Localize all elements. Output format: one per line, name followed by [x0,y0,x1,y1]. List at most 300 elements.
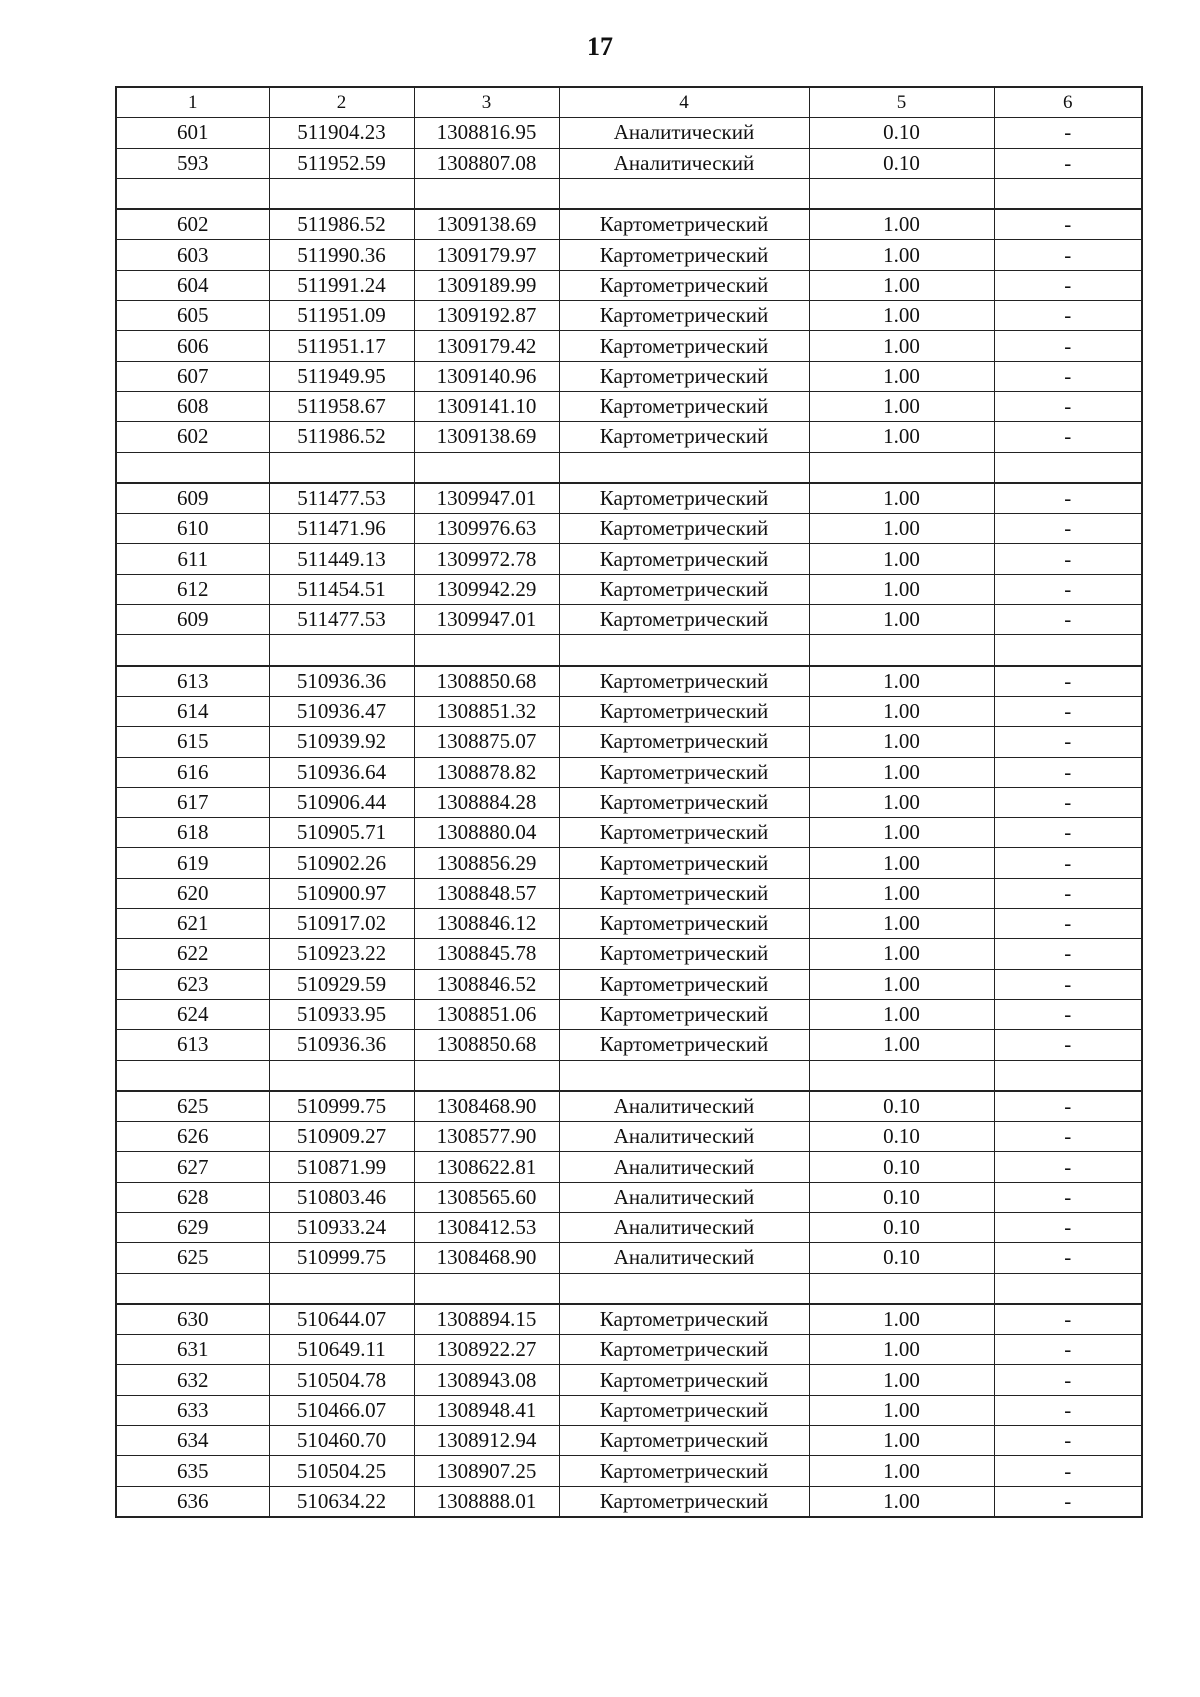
y-coordinate-cell: 1309141.10 [414,391,559,421]
point-number-cell: 634 [116,1426,269,1456]
note-cell: - [994,999,1142,1029]
accuracy-cell: 1.00 [809,1395,994,1425]
note-cell [994,452,1142,483]
method-cell: Картометрический [559,1304,809,1335]
note-cell: - [994,757,1142,787]
x-coordinate-cell: 511991.24 [269,270,414,300]
table-row [116,1182,1142,1212]
note-cell: - [994,1456,1142,1486]
y-coordinate-cell: 1308875.07 [414,727,559,757]
y-coordinate-cell: 1308851.06 [414,999,559,1029]
note-cell: - [994,574,1142,604]
accuracy-cell: 1.00 [809,848,994,878]
note-cell: - [994,1486,1142,1517]
point-number-cell: 626 [116,1122,269,1152]
x-coordinate-cell: 510923.22 [269,939,414,969]
method-cell: Картометрический [559,1335,809,1365]
note-cell: - [994,270,1142,300]
accuracy-cell [809,1060,994,1091]
note-cell: - [994,1152,1142,1182]
table-row [116,1395,1142,1425]
accuracy-cell: 1.00 [809,483,994,514]
table-row [116,1365,1142,1395]
x-coordinate-cell: 510936.36 [269,666,414,697]
point-number-cell [116,452,269,483]
table-row [116,666,1142,697]
y-coordinate-cell: 1309179.42 [414,331,559,361]
accuracy-cell [809,1273,994,1304]
point-number-cell: 627 [116,1152,269,1182]
point-number-cell: 614 [116,696,269,726]
note-cell: - [994,1212,1142,1242]
point-number-cell: 607 [116,361,269,391]
column-header: 5 [809,87,994,118]
note-cell: - [994,1243,1142,1273]
method-cell: Картометрический [559,483,809,514]
point-number-cell: 615 [116,727,269,757]
point-number-cell: 636 [116,1486,269,1517]
table-body [116,118,1142,1517]
note-cell [994,635,1142,666]
y-coordinate-cell: 1308850.68 [414,666,559,697]
y-coordinate-cell: 1308846.12 [414,909,559,939]
y-coordinate-cell: 1309138.69 [414,422,559,452]
point-number-cell: 622 [116,939,269,969]
note-cell: - [994,544,1142,574]
accuracy-cell: 1.00 [809,209,994,240]
accuracy-cell: 1.00 [809,514,994,544]
point-number-cell: 613 [116,1030,269,1060]
method-cell: Картометрический [559,878,809,908]
point-number-cell: 633 [116,1395,269,1425]
method-cell: Картометрический [559,909,809,939]
y-coordinate-cell: 1308856.29 [414,848,559,878]
point-number-cell: 628 [116,1182,269,1212]
point-number-cell: 624 [116,999,269,1029]
accuracy-cell: 0.10 [809,1152,994,1182]
accuracy-cell: 1.00 [809,757,994,787]
note-cell: - [994,209,1142,240]
x-coordinate-cell: 510504.78 [269,1365,414,1395]
point-number-cell: 617 [116,787,269,817]
method-cell: Картометрический [559,574,809,604]
y-coordinate-cell: 1309972.78 [414,544,559,574]
x-coordinate-cell: 511951.09 [269,301,414,331]
x-coordinate-cell: 511952.59 [269,148,414,178]
table-row [116,270,1142,300]
accuracy-cell: 1.00 [809,1456,994,1486]
x-coordinate-cell: 511454.51 [269,574,414,604]
accuracy-cell: 0.10 [809,1212,994,1242]
column-header: 2 [269,87,414,118]
column-header: 4 [559,87,809,118]
method-cell: Аналитический [559,1182,809,1212]
note-cell: - [994,1335,1142,1365]
y-coordinate-cell [414,452,559,483]
y-coordinate-cell: 1309140.96 [414,361,559,391]
accuracy-cell [809,452,994,483]
table-row [116,939,1142,969]
x-coordinate-cell: 511990.36 [269,240,414,270]
table-row [116,999,1142,1029]
accuracy-cell: 1.00 [809,787,994,817]
point-number-cell: 618 [116,818,269,848]
note-cell: - [994,1122,1142,1152]
x-coordinate-cell: 510902.26 [269,848,414,878]
y-coordinate-cell [414,1273,559,1304]
table-row [116,240,1142,270]
y-coordinate-cell: 1308878.82 [414,757,559,787]
table-row [116,787,1142,817]
note-cell: - [994,909,1142,939]
point-number-cell: 610 [116,514,269,544]
method-cell: Картометрический [559,361,809,391]
note-cell: - [994,514,1142,544]
method-cell: Картометрический [559,1365,809,1395]
method-cell: Картометрический [559,391,809,421]
table-row [116,1304,1142,1335]
method-cell: Картометрический [559,422,809,452]
y-coordinate-cell: 1309138.69 [414,209,559,240]
method-cell: Картометрический [559,939,809,969]
y-coordinate-cell: 1309192.87 [414,301,559,331]
accuracy-cell: 1.00 [809,422,994,452]
note-cell: - [994,969,1142,999]
y-coordinate-cell: 1308577.90 [414,1122,559,1152]
y-coordinate-cell: 1308884.28 [414,787,559,817]
method-cell: Картометрический [559,1426,809,1456]
table-row [116,1335,1142,1365]
y-coordinate-cell [414,635,559,666]
column-header: 1 [116,87,269,118]
x-coordinate-cell: 510905.71 [269,818,414,848]
table-row [116,1243,1142,1273]
accuracy-cell [809,635,994,666]
x-coordinate-cell [269,178,414,209]
accuracy-cell: 0.10 [809,1122,994,1152]
note-cell: - [994,666,1142,697]
accuracy-cell: 1.00 [809,1335,994,1365]
point-number-cell: 620 [116,878,269,908]
x-coordinate-cell: 511958.67 [269,391,414,421]
table-row [116,1091,1142,1122]
table-row [116,848,1142,878]
note-cell: - [994,1365,1142,1395]
note-cell: - [994,1030,1142,1060]
y-coordinate-cell: 1309942.29 [414,574,559,604]
point-number-cell: 632 [116,1365,269,1395]
y-coordinate-cell: 1308907.25 [414,1456,559,1486]
accuracy-cell: 1.00 [809,1030,994,1060]
table-row [116,1030,1142,1060]
x-coordinate-cell: 511449.13 [269,544,414,574]
point-number-cell: 613 [116,666,269,697]
y-coordinate-cell: 1308565.60 [414,1182,559,1212]
x-coordinate-cell: 510634.22 [269,1486,414,1517]
x-coordinate-cell: 510917.02 [269,909,414,939]
accuracy-cell: 1.00 [809,969,994,999]
table-row [116,361,1142,391]
y-coordinate-cell: 1309947.01 [414,605,559,635]
y-coordinate-cell: 1308468.90 [414,1091,559,1122]
y-coordinate-cell: 1309976.63 [414,514,559,544]
table-row [116,1456,1142,1486]
x-coordinate-cell: 510936.36 [269,1030,414,1060]
method-cell [559,452,809,483]
point-number-cell [116,178,269,209]
x-coordinate-cell: 511471.96 [269,514,414,544]
note-cell [994,1060,1142,1091]
point-number-cell: 612 [116,574,269,604]
method-cell: Картометрический [559,605,809,635]
x-coordinate-cell [269,1273,414,1304]
note-cell: - [994,118,1142,148]
note-cell: - [994,818,1142,848]
y-coordinate-cell [414,178,559,209]
y-coordinate-cell: 1308922.27 [414,1335,559,1365]
note-cell [994,1273,1142,1304]
method-cell: Картометрический [559,757,809,787]
accuracy-cell: 1.00 [809,818,994,848]
x-coordinate-cell: 511477.53 [269,605,414,635]
separator-row [116,452,1142,483]
accuracy-cell: 1.00 [809,1486,994,1517]
accuracy-cell: 0.10 [809,1091,994,1122]
point-number-cell: 608 [116,391,269,421]
method-cell [559,1273,809,1304]
method-cell: Картометрический [559,848,809,878]
point-number-cell: 611 [116,544,269,574]
accuracy-cell: 0.10 [809,1182,994,1212]
method-cell: Картометрический [559,969,809,999]
accuracy-cell: 1.00 [809,331,994,361]
method-cell [559,178,809,209]
x-coordinate-cell [269,635,414,666]
x-coordinate-cell: 510504.25 [269,1456,414,1486]
y-coordinate-cell: 1308816.95 [414,118,559,148]
table-row [116,909,1142,939]
table-row [116,1152,1142,1182]
method-cell: Аналитический [559,148,809,178]
table-row [116,148,1142,178]
table-row [116,331,1142,361]
note-cell: - [994,727,1142,757]
point-number-cell: 619 [116,848,269,878]
y-coordinate-cell: 1309189.99 [414,270,559,300]
note-cell: - [994,878,1142,908]
x-coordinate-cell: 510649.11 [269,1335,414,1365]
method-cell: Картометрический [559,514,809,544]
method-cell: Картометрический [559,270,809,300]
column-header: 6 [994,87,1142,118]
point-number-cell: 602 [116,422,269,452]
note-cell: - [994,605,1142,635]
table-row [116,483,1142,514]
y-coordinate-cell: 1308912.94 [414,1426,559,1456]
accuracy-cell: 1.00 [809,1365,994,1395]
table-row [116,605,1142,635]
accuracy-cell: 0.10 [809,118,994,148]
note-cell: - [994,1426,1142,1456]
note-cell: - [994,422,1142,452]
table-header-row [116,87,1142,118]
accuracy-cell: 1.00 [809,361,994,391]
point-number-cell: 603 [116,240,269,270]
y-coordinate-cell: 1309947.01 [414,483,559,514]
method-cell: Аналитический [559,1152,809,1182]
table-row [116,1212,1142,1242]
separator-row [116,1273,1142,1304]
y-coordinate-cell: 1308888.01 [414,1486,559,1517]
accuracy-cell [809,178,994,209]
accuracy-cell: 1.00 [809,1426,994,1456]
x-coordinate-cell: 510644.07 [269,1304,414,1335]
note-cell [994,178,1142,209]
table-row [116,574,1142,604]
accuracy-cell: 1.00 [809,1304,994,1335]
x-coordinate-cell [269,1060,414,1091]
note-cell: - [994,1304,1142,1335]
method-cell [559,635,809,666]
table-row [116,391,1142,421]
method-cell: Картометрический [559,1395,809,1425]
method-cell: Картометрический [559,727,809,757]
table-row [116,696,1142,726]
separator-row [116,635,1142,666]
accuracy-cell: 0.10 [809,148,994,178]
table-row [116,422,1142,452]
method-cell: Аналитический [559,1243,809,1273]
page-number: 17 [587,32,613,61]
accuracy-cell: 1.00 [809,939,994,969]
note-cell: - [994,696,1142,726]
y-coordinate-cell: 1308622.81 [414,1152,559,1182]
method-cell: Аналитический [559,118,809,148]
x-coordinate-cell: 511904.23 [269,118,414,148]
note-cell: - [994,1182,1142,1212]
method-cell: Картометрический [559,1456,809,1486]
point-number-cell: 635 [116,1456,269,1486]
point-number-cell: 625 [116,1091,269,1122]
method-cell: Картометрический [559,787,809,817]
table-row [116,1486,1142,1517]
x-coordinate-cell: 510933.24 [269,1212,414,1242]
y-coordinate-cell: 1308948.41 [414,1395,559,1425]
point-number-cell: 616 [116,757,269,787]
x-coordinate-cell: 510906.44 [269,787,414,817]
x-coordinate-cell: 510999.75 [269,1091,414,1122]
note-cell: - [994,483,1142,514]
x-coordinate-cell: 510460.70 [269,1426,414,1456]
x-coordinate-cell: 511951.17 [269,331,414,361]
point-number-cell: 609 [116,483,269,514]
point-number-cell: 623 [116,969,269,999]
separator-row [116,1060,1142,1091]
accuracy-cell: 1.00 [809,727,994,757]
x-coordinate-cell: 510871.99 [269,1152,414,1182]
point-number-cell: 629 [116,1212,269,1242]
note-cell: - [994,1091,1142,1122]
x-coordinate-cell: 511986.52 [269,422,414,452]
y-coordinate-cell: 1308894.15 [414,1304,559,1335]
note-cell: - [994,787,1142,817]
method-cell: Аналитический [559,1091,809,1122]
y-coordinate-cell: 1309179.97 [414,240,559,270]
method-cell: Картометрический [559,544,809,574]
point-number-cell: 631 [116,1335,269,1365]
point-number-cell: 601 [116,118,269,148]
note-cell: - [994,848,1142,878]
point-number-cell: 621 [116,909,269,939]
accuracy-cell: 1.00 [809,999,994,1029]
method-cell: Картометрический [559,666,809,697]
accuracy-cell: 1.00 [809,391,994,421]
table-row [116,818,1142,848]
x-coordinate-cell: 510803.46 [269,1182,414,1212]
table-row [116,209,1142,240]
note-cell: - [994,361,1142,391]
accuracy-cell: 1.00 [809,605,994,635]
x-coordinate-cell: 510466.07 [269,1395,414,1425]
note-cell: - [994,301,1142,331]
y-coordinate-cell: 1308468.90 [414,1243,559,1273]
y-coordinate-cell: 1308807.08 [414,148,559,178]
point-number-cell: 630 [116,1304,269,1335]
accuracy-cell: 1.00 [809,909,994,939]
x-coordinate-cell: 510929.59 [269,969,414,999]
accuracy-cell: 1.00 [809,240,994,270]
accuracy-cell: 1.00 [809,544,994,574]
x-coordinate-cell: 510936.47 [269,696,414,726]
point-number-cell [116,1060,269,1091]
y-coordinate-cell: 1308850.68 [414,1030,559,1060]
method-cell: Картометрический [559,331,809,361]
note-cell: - [994,391,1142,421]
y-coordinate-cell: 1308846.52 [414,969,559,999]
y-coordinate-cell: 1308851.32 [414,696,559,726]
column-header: 3 [414,87,559,118]
y-coordinate-cell: 1308412.53 [414,1212,559,1242]
method-cell: Картометрический [559,240,809,270]
x-coordinate-cell: 510999.75 [269,1243,414,1273]
x-coordinate-cell: 510933.95 [269,999,414,1029]
method-cell: Картометрический [559,696,809,726]
x-coordinate-cell: 511477.53 [269,483,414,514]
y-coordinate-cell: 1308943.08 [414,1365,559,1395]
table-row [116,514,1142,544]
point-number-cell: 625 [116,1243,269,1273]
table-row [116,969,1142,999]
method-cell: Аналитический [559,1212,809,1242]
y-coordinate-cell [414,1060,559,1091]
point-number-cell: 606 [116,331,269,361]
accuracy-cell: 1.00 [809,301,994,331]
y-coordinate-cell: 1308848.57 [414,878,559,908]
note-cell: - [994,331,1142,361]
x-coordinate-cell: 510939.92 [269,727,414,757]
method-cell: Картометрический [559,1486,809,1517]
table-row [116,118,1142,148]
method-cell: Картометрический [559,301,809,331]
method-cell: Картометрический [559,999,809,1029]
point-number-cell: 593 [116,148,269,178]
x-coordinate-cell: 511986.52 [269,209,414,240]
table-row [116,878,1142,908]
table-row [116,757,1142,787]
x-coordinate-cell: 511949.95 [269,361,414,391]
separator-row [116,178,1142,209]
coordinates-table [115,86,1143,1518]
